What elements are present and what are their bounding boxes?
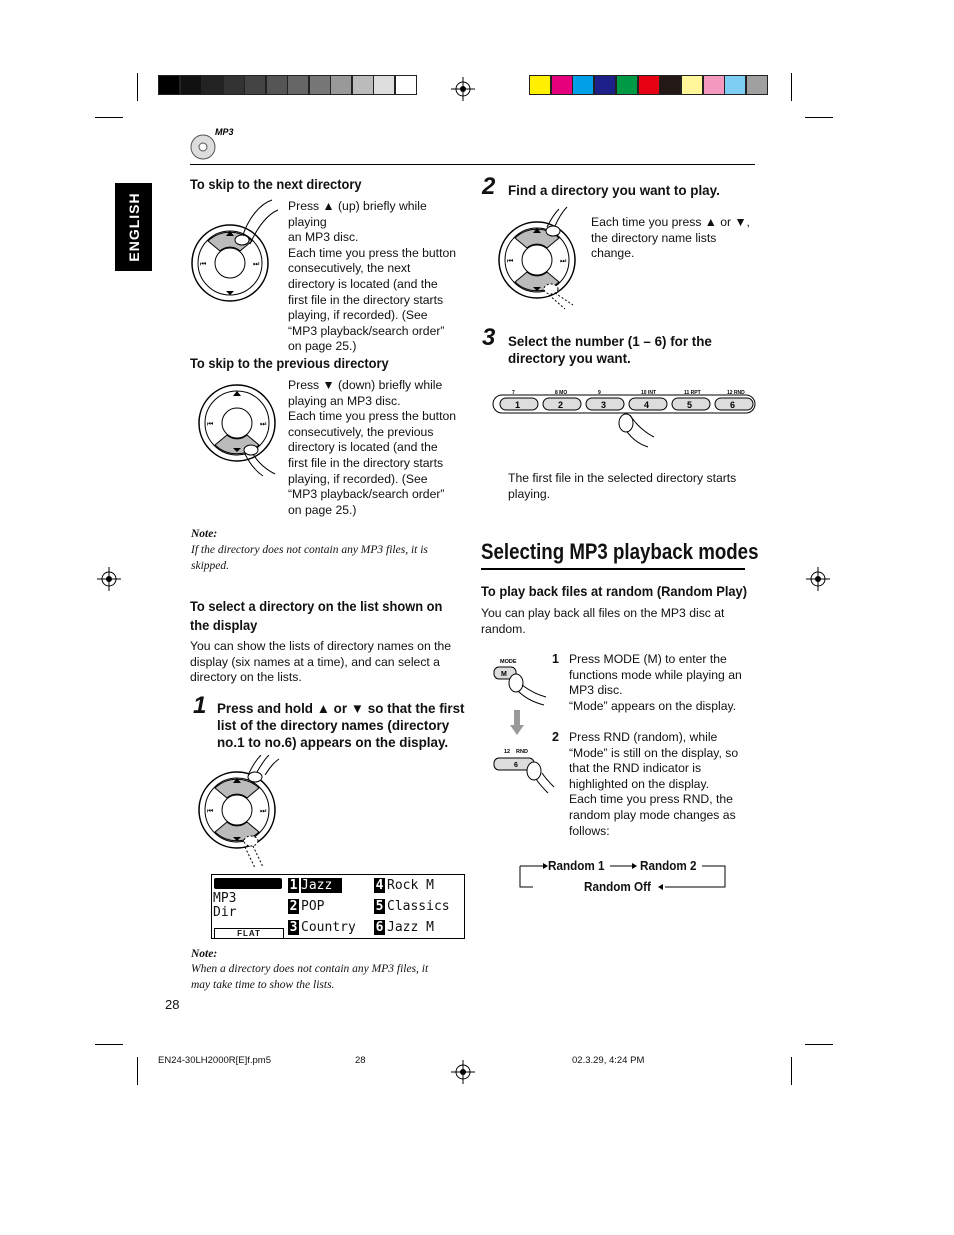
- lcd-entry-name: POP: [301, 899, 325, 914]
- lcd-directory-entry: [288, 899, 324, 914]
- random-play-intro: [481, 606, 761, 637]
- footer-page: 28: [355, 1055, 366, 1066]
- lcd-entry-name: Jazz: [301, 878, 342, 893]
- language-tab-label: ENGLISH: [125, 192, 142, 262]
- svg-text:⏮: ⏮: [200, 260, 207, 268]
- text-line: consecutively, the previous: [288, 424, 434, 439]
- gray-swatch: [201, 75, 223, 95]
- svg-text:MODE: MODE: [500, 659, 517, 665]
- preset-button-2: [543, 390, 581, 410]
- title-line: To select a directory on the list shown on: [190, 598, 443, 614]
- control-dial-illustration: [495, 205, 585, 310]
- text-line: random.: [481, 621, 526, 636]
- crop-mark: [137, 73, 138, 101]
- text-line: random play mode changes as: [569, 807, 736, 822]
- svg-text:⏭: ⏭: [560, 257, 567, 265]
- text-line: Each time you press ▲ or ▼,: [591, 215, 750, 229]
- note-text: [191, 543, 461, 574]
- gray-swatch: [352, 75, 374, 95]
- text-line: that the RND indicator is: [569, 761, 702, 776]
- crop-mark: [791, 73, 792, 101]
- color-swatch: [659, 75, 681, 95]
- text-line: display (six names at a time), and can select a: [190, 654, 440, 669]
- text-line: When a directory does not contain any MP3 files, it: [191, 963, 429, 975]
- preset-button-6: [715, 390, 753, 410]
- note-label: Note:: [191, 528, 218, 540]
- lcd-mp3-label: MP3: [213, 891, 237, 906]
- text-line: an MP3 disc.: [288, 230, 359, 245]
- text-line: skipped.: [191, 559, 230, 572]
- preset-button-label: 8 MO: [555, 390, 568, 396]
- gray-swatch: [395, 75, 417, 95]
- text-line: Press and hold ▲ or ▼ so that the first: [217, 701, 465, 716]
- control-dial-down-illustration: [195, 378, 285, 478]
- note-text: [191, 962, 461, 993]
- lcd-entry-number: 3: [289, 920, 298, 935]
- gray-swatch: [330, 75, 352, 95]
- svg-text:⏮: ⏮: [507, 257, 514, 265]
- section-title-next-directory: To skip to the next directory: [190, 176, 362, 192]
- header-rule: [190, 164, 755, 165]
- registration-target-icon: [451, 77, 475, 101]
- gray-swatch: [223, 75, 245, 95]
- random-play-title: To play back files at random (Random Play): [481, 583, 748, 599]
- preset-button-number: 3: [601, 400, 607, 410]
- next-directory-text: [288, 199, 468, 355]
- lcd-entry-name: Jazz M: [387, 920, 434, 935]
- footer-date: 02.3.29, 4:24 PM: [572, 1055, 645, 1066]
- lcd-display: [211, 874, 465, 939]
- heading-underline: [481, 568, 745, 570]
- crop-mark: [95, 1044, 123, 1045]
- preset-button-5: [672, 390, 710, 410]
- registration-target-icon: [451, 1060, 475, 1084]
- cycle-random-off: Random Off: [584, 879, 651, 894]
- text-line: highlighted on the display.: [569, 776, 710, 791]
- text-line: You can play back all files on the MP3 disc at: [481, 606, 725, 620]
- crop-mark: [95, 117, 123, 118]
- text-line: on page 25.): [288, 502, 357, 517]
- preset-button-number: 4: [644, 400, 650, 410]
- page-number: 28: [165, 997, 180, 1012]
- preset-button-label: 12 RND: [727, 390, 745, 396]
- preset-button-number: 2: [558, 400, 564, 410]
- control-dial-hold-illustration: [195, 755, 285, 870]
- crop-mark: [805, 117, 833, 118]
- text-line: Each time you press RND, the: [569, 792, 733, 807]
- text-line: The first file in the selected directory starts: [508, 471, 737, 485]
- substep2-text: [569, 730, 759, 839]
- lcd-directory-entry: [374, 899, 450, 914]
- lcd-directory-entry: [288, 920, 356, 935]
- section-heading: Selecting MP3 playback modes: [481, 539, 759, 564]
- text-line: change.: [591, 246, 635, 261]
- lcd-flat-indicator: FLAT: [214, 928, 284, 939]
- substep-number: 1: [552, 652, 559, 666]
- preset-button-label: 7: [512, 390, 515, 396]
- lcd-entry-number: 6: [375, 920, 384, 935]
- control-dial-up-illustration: [190, 198, 280, 308]
- preset-button-4: [629, 390, 667, 410]
- color-swatch: [681, 75, 703, 95]
- language-tab: [115, 183, 152, 271]
- text-line: “Mode” appears on the display.: [569, 698, 737, 713]
- text-line: “MP3 playback/search order”: [288, 323, 445, 338]
- preset-button-label: 9: [598, 390, 601, 396]
- lcd-entry-name: Country: [301, 920, 356, 935]
- crop-mark: [805, 1044, 833, 1045]
- text-line: Press RND (random), while: [569, 730, 718, 744]
- text-line: playing.: [508, 486, 551, 501]
- preset-buttons-illustration: [490, 385, 760, 455]
- svg-text:6: 6: [514, 762, 518, 769]
- lcd-directory-entry: [288, 878, 342, 893]
- disc-indicator-icon: [214, 878, 282, 889]
- text-line: playing an MP3 disc.: [288, 393, 401, 408]
- preset-button-3: [586, 390, 624, 410]
- gray-swatch: [244, 75, 266, 95]
- step2-title: Find a directory you want to play.: [508, 183, 720, 198]
- text-line: directory you want.: [508, 351, 631, 366]
- text-line: the directory name lists: [591, 230, 717, 245]
- color-swatch: [746, 75, 768, 95]
- color-swatch: [572, 75, 594, 95]
- text-line: Each time you press the button: [288, 245, 457, 260]
- step3-text: [508, 333, 758, 367]
- svg-text:12: 12: [504, 749, 511, 755]
- step1-text: [217, 700, 472, 751]
- lcd-entry-number: 4: [375, 878, 384, 893]
- text-line: functions mode while playing an: [569, 667, 742, 682]
- text-line: playing, if recorded). (See: [288, 308, 428, 323]
- text-line: list of the directory names (directory: [217, 718, 450, 733]
- gray-swatch: [287, 75, 309, 95]
- step-number: 3: [482, 324, 496, 351]
- text-line: directory is located (and the: [288, 440, 438, 455]
- preset-button-number: 6: [730, 400, 736, 410]
- text-line: on page 25.): [288, 339, 357, 354]
- crop-mark: [791, 1057, 792, 1085]
- svg-text:⏭: ⏭: [260, 807, 267, 815]
- text-line: first file in the directory starts: [288, 455, 444, 470]
- text-line: “MP3 playback/search order”: [288, 487, 445, 502]
- color-swatch: [616, 75, 638, 95]
- text-line: may take time to show the lists.: [191, 978, 335, 991]
- mp3-disc-logo-icon: [189, 126, 249, 162]
- lcd-entry-number: 5: [375, 899, 384, 914]
- section-title-select-directory: [190, 597, 442, 635]
- text-line: Press ▼ (down) briefly while: [288, 378, 443, 392]
- text-line: “Mode” is still on the display, so: [569, 745, 739, 760]
- preset-button-label: 11 RPT: [684, 390, 701, 396]
- text-line: directory is located (and the: [288, 276, 438, 291]
- gray-swatch: [373, 75, 395, 95]
- text-line: Press MODE (M) to enter the: [569, 652, 727, 666]
- text-line: You can show the lists of directory names on the: [190, 639, 452, 653]
- lcd-entry-name: Classics: [387, 899, 450, 914]
- gray-swatch: [309, 75, 331, 95]
- mode-rnd-button-illustration: [488, 655, 558, 795]
- select-directory-text: [190, 639, 470, 686]
- lcd-entry-name: Rock M: [387, 878, 434, 893]
- text-line: first file in the directory starts: [288, 292, 444, 307]
- cycle-random-2: Random 2: [640, 858, 697, 873]
- crop-mark: [137, 1057, 138, 1085]
- preset-button-number: 1: [515, 400, 521, 410]
- lcd-dir-label: Dir: [213, 905, 237, 920]
- first-file-text: [508, 471, 758, 502]
- text-line: Each time you press the button: [288, 409, 457, 424]
- gray-swatch: [158, 75, 180, 95]
- lcd-entry-number: 1: [289, 878, 298, 893]
- color-swatch: [594, 75, 616, 95]
- gray-swatch: [266, 75, 288, 95]
- color-swatch: [703, 75, 725, 95]
- section-title-previous-directory: To skip to the previous directory: [190, 355, 389, 371]
- title-line: the display: [190, 617, 258, 633]
- color-swatch: [551, 75, 573, 95]
- text-line: consecutively, the next: [288, 261, 411, 276]
- svg-text:⏮: ⏮: [207, 420, 214, 428]
- note-label: Note:: [191, 948, 218, 960]
- preset-button-1: [500, 390, 538, 410]
- substep1-text: [569, 652, 759, 714]
- step-number: 1: [193, 692, 207, 719]
- previous-directory-text: [288, 378, 468, 518]
- preset-button-label: 10 INT: [641, 390, 657, 396]
- text-line: Press ▲ (up) briefly while playing: [288, 199, 427, 229]
- svg-text:M: M: [501, 671, 507, 678]
- registration-target-icon: [806, 567, 830, 591]
- color-swatch: [724, 75, 746, 95]
- text-line: no.1 to no.6) appears on the display.: [217, 735, 449, 750]
- preset-button-number: 5: [687, 400, 693, 410]
- lcd-directory-entry: [374, 920, 434, 935]
- registration-target-icon: [97, 567, 121, 591]
- substep-number: 2: [552, 730, 559, 744]
- lcd-entry-number: 2: [289, 899, 298, 914]
- svg-text:⏭: ⏭: [260, 420, 267, 428]
- color-swatch: [529, 75, 551, 95]
- svg-text:⏮: ⏮: [207, 807, 214, 815]
- svg-text:⏭: ⏭: [253, 260, 260, 268]
- svg-text:MP3: MP3: [215, 127, 234, 137]
- footer-filename: EN24-30LH2000R[E]f.pm5: [158, 1055, 272, 1066]
- color-swatch: [638, 75, 660, 95]
- text-line: directory on the lists.: [190, 670, 302, 685]
- svg-text:RND: RND: [516, 749, 528, 755]
- text-line: follows:: [569, 823, 610, 838]
- lcd-directory-entry: [374, 878, 434, 893]
- cycle-random-1: Random 1: [548, 858, 605, 873]
- gray-swatch: [180, 75, 202, 95]
- step2-text: [591, 215, 761, 262]
- text-line: MP3 disc.: [569, 683, 623, 698]
- text-line: Select the number (1 – 6) for the: [508, 334, 712, 349]
- step-number: 2: [482, 173, 496, 200]
- text-line: playing, if recorded). (See: [288, 471, 428, 486]
- text-line: If the directory does not contain any MP3 files, it is: [191, 544, 428, 556]
